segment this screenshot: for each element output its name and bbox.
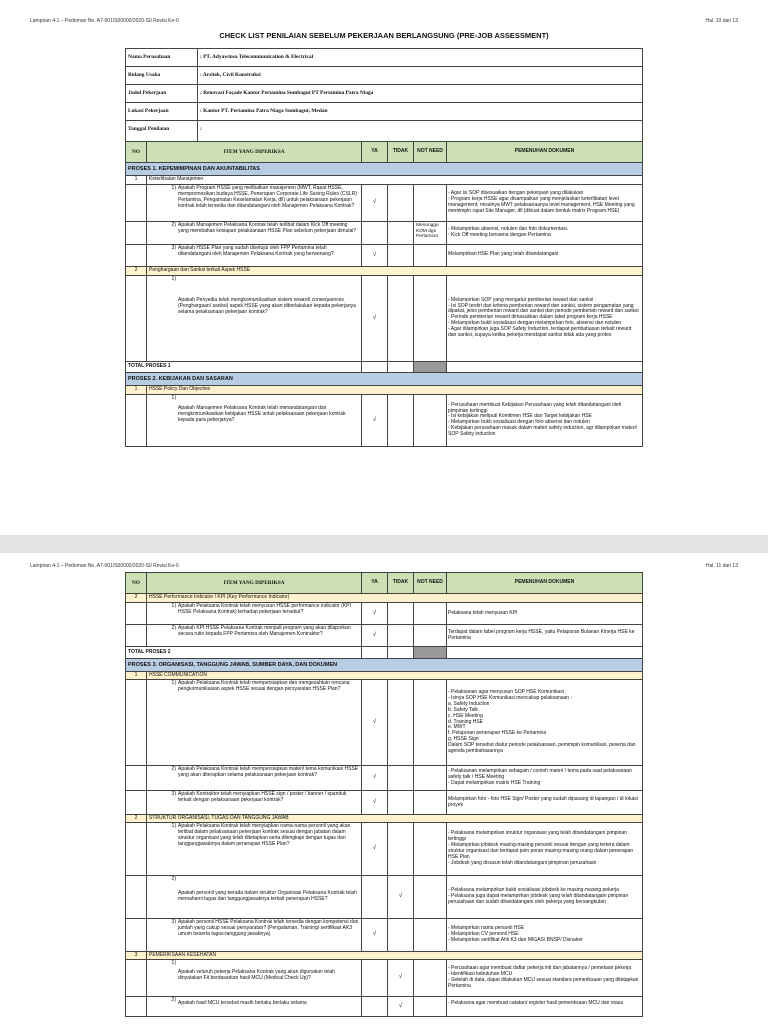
- ya-check[interactable]: √: [362, 394, 388, 446]
- subsection-no: 1: [126, 672, 147, 680]
- process-title: PROSES 3. ORGANISASI, TANGGUNG JAWAB, SUMBER DAYA, DAN DOKUMEN: [126, 659, 643, 672]
- question-text: Apakah seluruh pekerja Pelaksana Kontrak yang akan digunakan telah dinyatakan Fit berdasarkan hasil MCU (Medical Check Up)?: [178, 969, 336, 981]
- dokumen-text: Melampirkan HSE Plan yang telah ditandatangani: [447, 244, 643, 266]
- subsection-no: 1: [126, 176, 147, 185]
- not-need-check[interactable]: [414, 275, 447, 361]
- process-row: [126, 372, 643, 385]
- checklist-table-page-2: [125, 572, 643, 1017]
- question-text: Apakah Pelaksana Kontrak telah menyiapkan nama-nama personil yang akan terlibat dalam pelaksanaan pekerjaan kontrak sesuai dengan jabatan dalam struktur organisasi yang telah ditetapkan serta dilengkapi dengan tugas dan tanggungjawabnya dalam penerapan HSSE Plan?: [178, 823, 351, 847]
- col-not-need: NOT NEED: [414, 573, 447, 594]
- question-text: Apakah hasil MCU tersebut masih berlaku berlaku selama: [178, 1000, 307, 1006]
- total-label: TOTAL PROSES 2: [126, 647, 362, 659]
- question-text: Apakah Pelaksana Kontrak telah mempersiapkan dan mengesahkan rencana pengkomunikasian aspek HSSE sesuai dengan persyaratan HSSE Plan?: [178, 680, 350, 692]
- question-no: 2): [171, 997, 176, 1003]
- not-need-check[interactable]: [414, 244, 447, 266]
- question-no: 2): [171, 221, 176, 228]
- tidak-check[interactable]: [388, 244, 414, 266]
- page-header-right: Hal. 10 dari 13: [705, 18, 738, 24]
- table-row: [126, 919, 643, 952]
- subsection-row: [126, 952, 643, 960]
- table-row: [126, 184, 643, 221]
- dokumen-text: - Pelaksanan melampirkan sebagain / contoh materi / tema pada saat pelaksanaan safety talk / HSE Meeting - Dapat melampirkan matrix HSE Training: [447, 766, 643, 791]
- tidak-check[interactable]: [388, 680, 414, 766]
- question-no: 2): [171, 876, 176, 882]
- table-row: [126, 221, 643, 244]
- not-need-check[interactable]: [414, 394, 447, 446]
- question-no: 1): [171, 680, 176, 686]
- ya-check[interactable]: √: [362, 603, 388, 625]
- not-need-check[interactable]: [414, 919, 447, 952]
- table-header-row: [126, 573, 643, 594]
- subsection-no: 3: [126, 952, 147, 960]
- not-need-check[interactable]: [414, 960, 447, 997]
- ya-check[interactable]: [362, 960, 388, 997]
- col-ya: YA: [362, 142, 388, 163]
- subsection-row: [126, 815, 643, 823]
- col-tidak: TIDAK: [388, 573, 414, 594]
- tidak-check[interactable]: [388, 603, 414, 625]
- not-need-check[interactable]: [414, 625, 447, 647]
- checklist-table-page-1: [125, 141, 643, 447]
- dokumen-text: Terdapat dalam tabel program kerja HSSE, yaitu Pelaporan Bulanan Kinerja HSE ke Pertamina: [447, 625, 643, 647]
- dokumen-text: - Pelaksana melampirkan struktur organisasi yang telah ditandatangani pimpinan tertinggi - Melampirkan jobdesk masing-masing personil sesuai dengan yang tertera dalam struktur organisasi dan terdapat poin peran masing-masing orang dalam penerapan HSE Plan - Jobdesk yang disusun telah ditandatangani pimpinan perusahaan: [447, 823, 643, 876]
- not-need-check[interactable]: [414, 997, 447, 1017]
- subsection-title: HSSE Performance Indicator / KPI (Key Performance Indicator): [147, 594, 643, 603]
- total-row: [126, 361, 643, 372]
- table-row: [126, 823, 643, 876]
- info-value: : Renovasi Façade Kantor Pertamina Sumbagut PT Pertamina Patra Niaga: [198, 85, 643, 103]
- subsection-no: 2: [126, 594, 147, 603]
- question-no: 2): [171, 766, 176, 772]
- subsection-title: Penghargaan dan Sanksi terkait Aspek HSSE: [147, 266, 643, 275]
- info-value: :: [198, 121, 643, 148]
- question-no: 3): [171, 244, 176, 251]
- table-row: [126, 625, 643, 647]
- info-label: Bidang Usaha: [126, 67, 198, 85]
- col-dokumen: PEMENUHAN DOKUMEN: [447, 573, 643, 594]
- tidak-check[interactable]: [388, 275, 414, 361]
- table-row: [126, 791, 643, 815]
- question-text: Apakah Pelaksana Kontrak telah menyusun HSSE performance indicator (KPI HSSE Pelaksana Kontrak) terhadap pekerjaan tersebut?: [178, 603, 351, 615]
- col-tidak: TIDAK: [388, 142, 414, 163]
- ya-check[interactable]: [362, 997, 388, 1017]
- ya-check[interactable]: √: [362, 919, 388, 952]
- process-title: PROSES 1. KEPEMIMPINAN DAN AKUNTABILITAS: [126, 163, 643, 176]
- not-need-check[interactable]: [414, 791, 447, 815]
- dokumen-text: Pelaksana telah menyusun KPI: [447, 603, 643, 625]
- tidak-check[interactable]: [388, 823, 414, 876]
- tidak-check[interactable]: [388, 791, 414, 815]
- info-label: Tanggal Penilaian: [126, 121, 198, 148]
- process-row: [126, 659, 643, 672]
- not-need-check[interactable]: [414, 766, 447, 791]
- not-need-check[interactable]: [414, 680, 447, 766]
- question-no: 1): [171, 394, 176, 401]
- document-page-2: [0, 553, 768, 1024]
- subsection-row: [126, 594, 643, 603]
- table-header-row: [126, 142, 643, 163]
- info-label: Judul Pekerjaan: [126, 85, 198, 103]
- table-row: [126, 603, 643, 625]
- tidak-check[interactable]: [388, 919, 414, 952]
- not-need-check[interactable]: [414, 184, 447, 221]
- total-row: [126, 647, 643, 659]
- ya-check[interactable]: √: [362, 823, 388, 876]
- process-title: PROSES 2. KEBIJAKAN DAN SASARAN: [126, 372, 643, 385]
- col-ya: YA: [362, 573, 388, 594]
- question-no: 2): [171, 625, 176, 631]
- tidak-check[interactable]: √: [388, 960, 414, 997]
- subsection-row: [126, 266, 643, 275]
- question-text: Apakah Penyedia telah mengkomunikasikan sistem reward/ consequences (Penghargaan/ sanksi) aspek HSSE yang akan diberlakukan kepada pekerjanya selama pelaksanaan pekerjaan kontrak?: [178, 296, 356, 315]
- dokumen-text: - Pelaksana agar membuat catatan/ register hasil pemeriksaan MCU dan masa: [447, 997, 643, 1017]
- tidak-check[interactable]: [388, 394, 414, 446]
- page-header-left: Lampiran 4-1 – Pedoman No. A7-001/S00000/2020-S0 Revisi Ke-0: [30, 18, 179, 24]
- subsection-row: [126, 176, 643, 185]
- question-text: Apakah Manajemen Pelaksana Kontrak telah menandatangani dan mengkomunikasikan kebijakan HSSE untuk pelaksanaan pekerjaan kontrak kepada para pekerjanya?: [178, 404, 346, 423]
- table-row: [126, 244, 643, 266]
- tidak-check[interactable]: √: [388, 876, 414, 919]
- question-no: 3): [171, 919, 176, 925]
- page-header-right: Hal. 11 dari 13: [705, 563, 738, 569]
- question-no: 3): [171, 791, 176, 797]
- dokumen-text: - Perusahaan membuat Kebijakan Perusahaan yang telah ditandatangani oleh pimpinan tertinggi - Isi kebijakan meliputi Komitmen HSE dan Target kebijakan HSE - Melampirkan bukti sosialisasi dengan foto absensi dan notulen - Kebijakan perusahaan masuk dalam materi safety induction, agr dilampirkan materi/ SOP Safety induction: [447, 394, 643, 446]
- subsection-row: [126, 672, 643, 680]
- not-need-check[interactable]: [414, 603, 447, 625]
- table-row: [126, 394, 643, 446]
- question-no: 1): [171, 960, 176, 966]
- process-row: [126, 163, 643, 176]
- info-label: Nama Perusahaan: [126, 49, 198, 67]
- question-text: Apakah HSSE Plan yang sudah disetujui oleh FPP Pertamina telah ditandatangani oleh Manajemen Pelaksana Kontrak yang berwenang?: [178, 244, 334, 257]
- ya-check[interactable]: √: [362, 275, 388, 361]
- info-value: : Arsitek, Civil Konstruksi: [198, 67, 643, 85]
- ya-check[interactable]: [362, 876, 388, 919]
- ya-check[interactable]: √: [362, 625, 388, 647]
- subsection-title: STRUKTUR ORGANISASI, TUGAS DAN TANGGUNG JAWAB: [147, 815, 643, 823]
- ya-check[interactable]: √: [362, 791, 388, 815]
- col-item: ITEM YANG DIPERIKSA: [147, 573, 362, 594]
- tidak-check[interactable]: [388, 766, 414, 791]
- col-dokumen: PEMENUHAN DOKUMEN: [447, 142, 643, 163]
- tidak-check[interactable]: [388, 221, 414, 244]
- info-value: : PT. Adyawinsa Telecommunication & Electrical: [198, 49, 643, 67]
- dokumen-text: - Perusahaan agar membuat daftar pekerja inti dan jabatannya / pemetaan pekerja - Identifikasi kebutuhan MCU - Setelah di data, dapat dilakukan MCU sesuai standara pemeriksaan yang ditetapkan Pertamina: [447, 960, 643, 997]
- total-label: TOTAL PROSES 1: [126, 361, 362, 372]
- dokumen-text: - Agar isi SOP disesuaikan dengan pekerjaan yang dilakukan - Program kerja HSSE agar disampaikan yang menjelaskan keterlibatan level management, misalnya MWT pelaksanaanya level management, HSE Meeting yang memimpin rapat Site Manager, dll (dibuat dalam bentuk matrix Program HSE): [447, 184, 643, 221]
- question-text: Apakah personil yang berada dalam struktur Organisasi Pelaksana Kontrak telah memahami tugas dan tanggungjawabnya terkait penerapan HSSE?: [178, 890, 357, 902]
- not-need-note: Menunggu KOM dgn Pertamina: [414, 221, 447, 244]
- question-no: 1): [171, 184, 176, 191]
- dokumen-text: Melampirkan foto - foto HSE Sign/ Poster yang sudah dipasang di lapangan / di lokasi proyek: [447, 791, 643, 815]
- dokumen-text: - Melampirkan SOP yang mengatur pemberian reward dan sanksi - Isi SOP terdiri dari kriteria pemberian reward dan sanksi, sistem pengamatan yang dipakai, jenis pemberian reward dan sanksi dan periode pemberian reward dan sanksi - Periode pemberian reward dimasukkan dalam tabel program kerja HSSE - Melampirkan bukti sosialisasi dengan melampirkan foto, absensi dan notulen - Agar dilampirkan juga SOP Safety Induction, terdapat pembahasan terkait reward dan sanksi, supaya ketika pekerja mendapat sanksi tidak ada yang protes: [447, 275, 643, 361]
- question-text: Apakah Kontraktor telah menyiapkan HSSE sign / poster / banner / spanduk terkait dengan pelaksanaan pekerjaan kontrak?: [178, 791, 347, 803]
- page-header-left: Lampiran 4-1 – Pedoman No. A7-001/S00000/2020-S0 Revisi Ke-0: [30, 563, 179, 569]
- tidak-check[interactable]: [388, 625, 414, 647]
- tidak-check[interactable]: [388, 184, 414, 221]
- ya-check[interactable]: √: [362, 244, 388, 266]
- table-row: [126, 680, 643, 766]
- ya-check[interactable]: √: [362, 680, 388, 766]
- table-row: [126, 960, 643, 997]
- col-not-need: NOT NEED: [414, 142, 447, 163]
- not-need-check[interactable]: [414, 823, 447, 876]
- col-no: NO: [126, 573, 147, 594]
- company-info-table: [125, 48, 643, 148]
- subsection-no: 2: [126, 266, 147, 275]
- question-text: Apakah Pelaksana Kontrak telah mempersiapkan materi/ tema komunikasi HSSE yang akan diterapkan selama pelaksanaan pekerjaan kontrak?: [178, 766, 359, 778]
- col-no: NO: [126, 142, 147, 163]
- table-row: [126, 997, 643, 1017]
- dokumen-text: - Pelaksanan agar menyusun SOP HSE Komunikasi - Isinya SOP HSE Komunikasi mencakup pelaksanaan : a. Safety Induction b. Safety Talk c. HSE Meeting d. Training HSE e. MWT f. Pelaporan penerapan HSSE ke Pertamina g. HSSE Sign Dalam SOP tersebut diatur periode pelaksanaan, pemimpin komunikasi, peserta dan agenda pembahasannya: [447, 680, 643, 766]
- document-title: CHECK LIST PENILAIAN SEBELUM PEKERJAAN BERLANGSUNG (PRE-JOB ASSESSMENT): [219, 31, 549, 40]
- info-label: Lokasi Pekerjaan: [126, 103, 198, 121]
- subsection-title: PEMERIKSAAN KESEHATAN: [147, 952, 643, 960]
- question-no: 1): [171, 823, 176, 829]
- subsection-no: 2: [126, 815, 147, 823]
- subsection-title: Keterlibatan Manajemen: [147, 176, 643, 185]
- question-text: Apakah Program HSSE yang melibatkan manajemen (MWT, Rapat HSSE, mempromosikan budaya HSSE, Penerapan Corporate Life Saving Rules (CSLR) Pertamina, Pengamatan Keselamatan Kerja, dll) untuk pelaksanaan pekerjaan kontrak telah tersedia dan ditandatangani oleh Manajemen Pelaksana Kontrak?: [178, 184, 357, 209]
- question-text: Apakah KPI HSSE Pelaksana Kontrak menjadi program yang akan dilaporkan secara rutin kepada FPP Pertamina oleh Manajemen Kontraktor?: [178, 625, 351, 637]
- ya-check[interactable]: [362, 221, 388, 244]
- tidak-check[interactable]: √: [388, 997, 414, 1017]
- table-row: [126, 876, 643, 919]
- dokumen-text: - Pelaksana melampirkan bukti sosialisasi jobdesk ke masing-masing pekerja - Pelaksana juga dapat melampirkan jobdesk yang telah ditandatangani pimpinan perusahaan dan sudah ditandatangani oleh pekerja yang bersangkutan: [447, 876, 643, 919]
- subsection-row: [126, 385, 643, 394]
- ya-check[interactable]: √: [362, 184, 388, 221]
- subsection-no: 1: [126, 385, 147, 394]
- info-value: : Kantor PT. Pertamina Patra Niaga Sumbagut, Medan: [198, 103, 643, 121]
- table-row: [126, 766, 643, 791]
- subsection-title: HSSE Policy Dan Objective: [147, 385, 643, 394]
- question-text: Apakah personil HSSE Pelaksana Kontrak telah tersedia dengan kompetensi dan jumlah yang cukup sesuai persyaratan? (Pengalaman, Training/ sertifikasi AK3 umum beserta tugas-tanggung jawabnya): [178, 919, 359, 937]
- subsection-title: HSSE COMMUNICATION: [147, 672, 643, 680]
- col-item: ITEM YANG DIPERIKSA: [147, 142, 362, 163]
- question-text: Apakah Manajemen Pelaksana Kontrak telah terlibat dalam Kick Off meeting yang membahas kesiapan pelaksanaan HSSE Plan sebelum pekerjaan dimulai?: [178, 221, 357, 234]
- not-need-check[interactable]: [414, 876, 447, 919]
- question-no: 1): [171, 603, 176, 609]
- dokumen-text: - Melampirkan nama personil HSE - Melampirkan CV personil HSE - Melampirkan sertifikat Ahli K3 dan MIGAS/ BNSP/ Disnaker: [447, 919, 643, 952]
- ya-check[interactable]: √: [362, 766, 388, 791]
- table-row: [126, 275, 643, 361]
- question-no: 1): [171, 275, 176, 282]
- dokumen-text: - Melampirkan absensi, notulen dan foto dokumentasi. - Kick Off meeting bersama dengan Pertamina: [447, 221, 643, 244]
